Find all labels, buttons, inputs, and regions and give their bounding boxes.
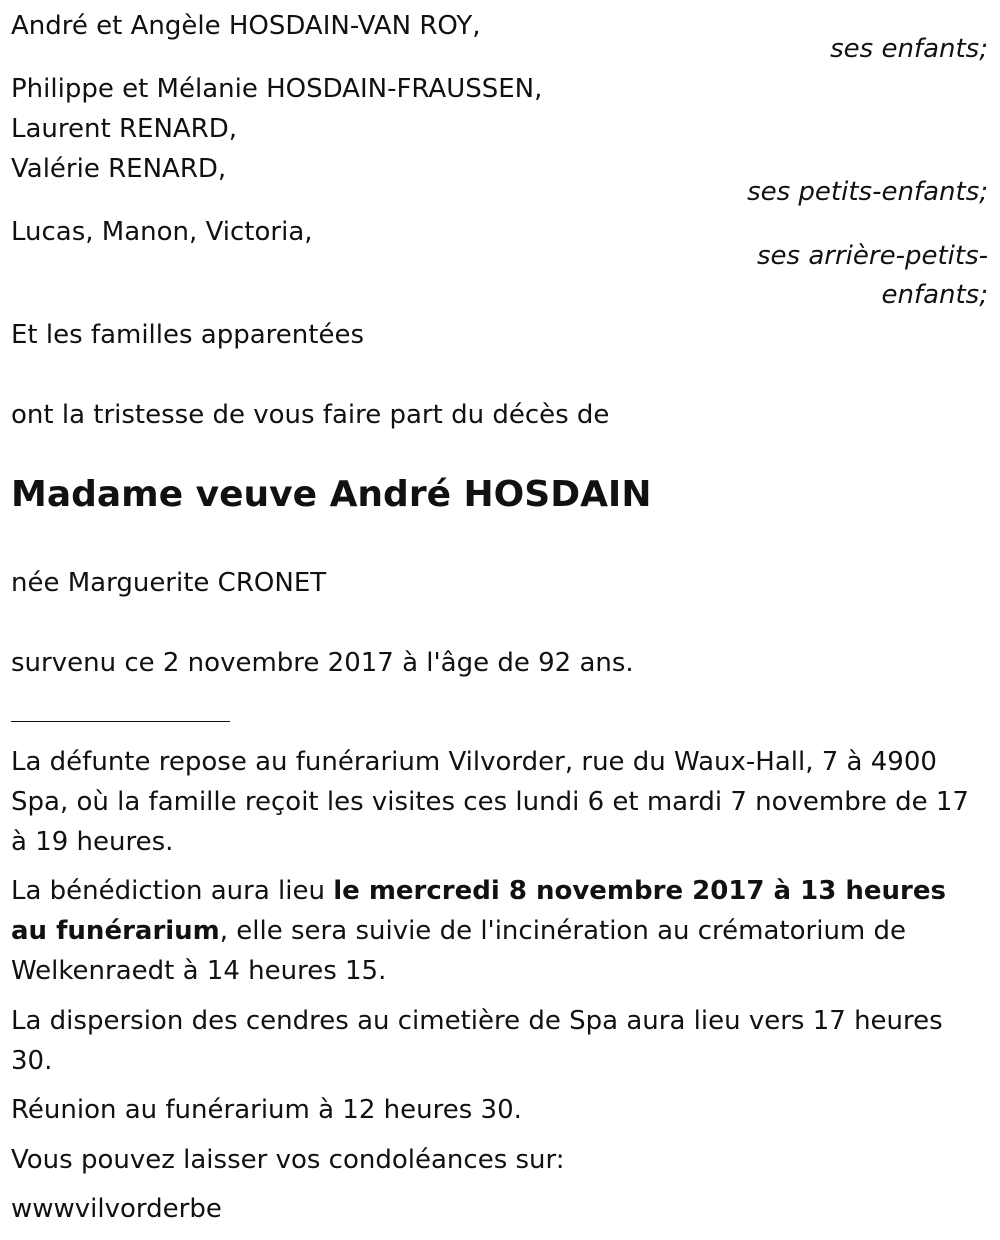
dispersion-paragraph: La dispersion des cendres au cimetière de Spa aura lieu vers 17 heures 30. xyxy=(11,1006,943,1076)
condolences-website-link[interactable]: wwwvilvorderbe xyxy=(11,1194,222,1224)
birth-name: née Marguerite CRONET xyxy=(11,568,327,598)
great-grandchildren-names: Lucas, Manon, Victoria, xyxy=(11,217,313,247)
deceased-name: Madame veuve André HOSDAIN xyxy=(11,474,652,515)
grandchildren-label: ses petits-enfants; xyxy=(747,177,988,207)
children-label: ses enfants; xyxy=(830,34,988,64)
grandchild-name: Philippe et Mélanie HOSDAIN-FRAUSSEN, xyxy=(11,74,543,104)
benediction-highlight: le mercredi 8 novembre 2017 à 13 heures au funérarium xyxy=(11,876,946,946)
benediction-prefix: La bénédiction aura lieu xyxy=(11,876,334,906)
announcement-intro: ont la tristesse de vous faire part du décès de xyxy=(11,400,610,430)
repose-paragraph: La défunte repose au funérarium Vilvorder, rue du Waux-Hall, 7 à 4900 Spa, où la famille reçoit les visites ces lundi 6 et mardi 7 novembre de 17 à 19 heures. xyxy=(11,747,969,857)
grandchild-name: Laurent RENARD, xyxy=(11,114,238,144)
great-grandchildren-label-continued: enfants; xyxy=(881,280,988,310)
children-names: André et Angèle HOSDAIN-VAN ROY, xyxy=(11,11,481,41)
related-families: Et les familles apparentées xyxy=(11,320,365,350)
reunion-paragraph: Réunion au funérarium à 12 heures 30. xyxy=(11,1095,522,1125)
separator-line xyxy=(11,721,230,722)
grandchild-name: Valérie RENARD, xyxy=(11,154,227,184)
death-info: survenu ce 2 novembre 2017 à l'âge de 92 ans. xyxy=(11,648,634,678)
benediction-suffix: , elle sera suivie de l'incinération au crématorium de Welkenraedt à 14 heures 15. xyxy=(11,916,907,986)
benediction-paragraph xyxy=(11,871,986,991)
condolences-paragraph: Vous pouvez laisser vos condoléances sur: xyxy=(11,1145,565,1175)
great-grandchildren-label: ses arrière-petits- xyxy=(757,241,988,271)
